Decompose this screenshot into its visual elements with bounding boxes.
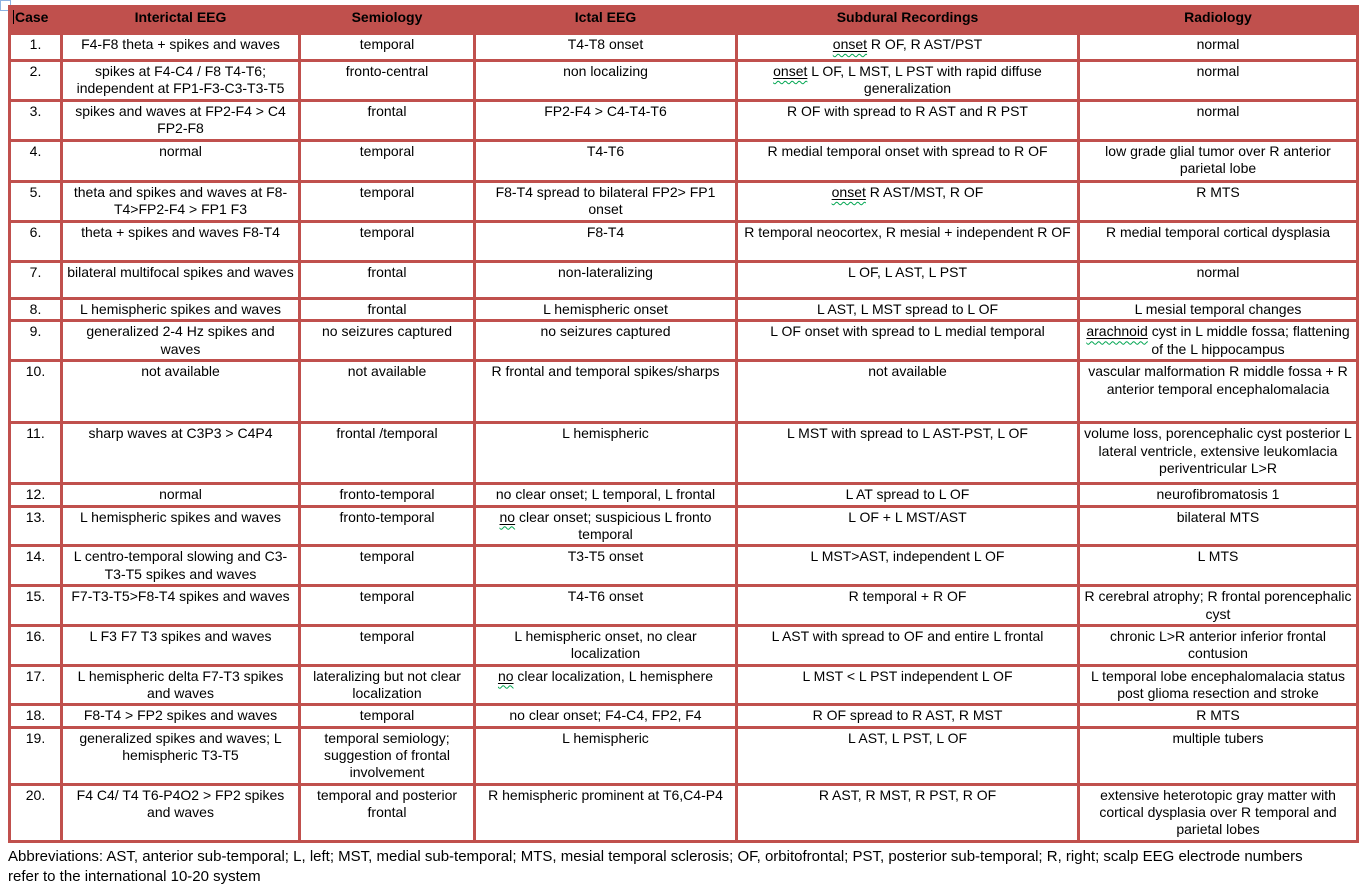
table-row <box>10 222 1358 262</box>
semiology-cell[interactable]: frontal <box>300 299 475 321</box>
semiology-cell[interactable]: fronto-temporal <box>300 484 475 506</box>
table-row <box>10 784 1358 841</box>
interictal-eeg-cell[interactable]: bilateral multifocal spikes and waves <box>62 262 300 299</box>
radiology-cell[interactable]: normal <box>1079 34 1358 61</box>
interictal-eeg-cell[interactable]: L hemispheric spikes and waves <box>62 506 300 546</box>
column-header-semiology[interactable] <box>300 7 475 34</box>
subdural-recordings-cell[interactable]: L AST, L PST, L OF <box>737 727 1079 784</box>
case-number-cell[interactable]: 9. <box>10 321 62 361</box>
table-row <box>10 665 1358 705</box>
radiology-cell[interactable]: L MTS <box>1079 546 1358 586</box>
ictal-eeg-cell[interactable]: L hemispheric onset, no clear localization <box>475 625 737 665</box>
radiology-cell[interactable]: normal <box>1079 101 1358 141</box>
case-number-cell[interactable]: 5. <box>10 182 62 222</box>
abbreviations-note[interactable]: Abbreviations: AST, anterior sub-temporal; L, left; MST, medial sub-temporal; MTS, mesial temporal sclerosis; OF, orbitofrontal; PST, posterior sub-temporal; R, right; scalp EEG electrode numbers refer to the international 10-20 system <box>8 847 1303 886</box>
ictal-eeg-cell[interactable]: no seizures captured <box>475 321 737 361</box>
subdural-recordings-cell[interactable]: R temporal + R OF <box>737 586 1079 626</box>
interictal-eeg-cell[interactable]: F4 C4/ T4 T6-P4O2 > FP2 spikes and waves <box>62 784 300 841</box>
table-row <box>10 484 1358 506</box>
subdural-recordings-cell[interactable]: onset L OF, L MST, L PST with rapid diffuse generalization <box>737 61 1079 101</box>
case-number-cell[interactable]: 13. <box>10 506 62 546</box>
ictal-eeg-cell[interactable]: T3-T5 onset <box>475 546 737 586</box>
radiology-cell[interactable]: multiple tubers <box>1079 727 1358 784</box>
semiology-cell[interactable]: frontal <box>300 262 475 299</box>
radiology-cell[interactable]: low grade glial tumor over R anterior parietal lobe <box>1079 141 1358 182</box>
ictal-eeg-cell[interactable]: L hemispheric onset <box>475 299 737 321</box>
semiology-cell[interactable]: temporal and posterior frontal <box>300 784 475 841</box>
underlined-word: arachnoid <box>1086 323 1148 340</box>
ictal-eeg-cell[interactable]: R frontal and temporal spikes/sharps <box>475 361 737 423</box>
ictal-eeg-cell[interactable]: no clear onset; L temporal, L frontal <box>475 484 737 506</box>
interictal-eeg-cell[interactable]: F4-F8 theta + spikes and waves <box>62 34 300 61</box>
case-number-cell[interactable]: 15. <box>10 586 62 626</box>
table-row <box>10 586 1358 626</box>
interictal-eeg-cell[interactable]: L hemispheric spikes and waves <box>62 299 300 321</box>
ictal-eeg-cell[interactable]: T4-T8 onset <box>475 34 737 61</box>
semiology-cell[interactable]: temporal <box>300 141 475 182</box>
column-header-interictal-eeg[interactable] <box>62 7 300 34</box>
case-number-cell[interactable]: 3. <box>10 101 62 141</box>
radiology-cell[interactable]: bilateral MTS <box>1079 506 1358 546</box>
case-number-cell[interactable]: 4. <box>10 141 62 182</box>
table-header <box>10 7 1358 34</box>
text-cursor-icon <box>13 10 14 24</box>
table-row <box>10 101 1358 141</box>
interictal-eeg-cell[interactable]: generalized 2-4 Hz spikes and waves <box>62 321 300 361</box>
table-row <box>10 61 1358 101</box>
table-row <box>10 34 1358 61</box>
ictal-eeg-cell[interactable]: L hemispheric <box>475 423 737 484</box>
interictal-eeg-cell[interactable]: theta and spikes and waves at F8-T4>FP2-F4 > FP1 F3 <box>62 182 300 222</box>
semiology-cell[interactable]: no seizures captured <box>300 321 475 361</box>
interictal-eeg-cell[interactable]: normal <box>62 484 300 506</box>
case-number-cell[interactable]: 7. <box>10 262 62 299</box>
column-header-label: Interictal EEG <box>134 9 227 25</box>
subdural-recordings-cell[interactable]: L OF + L MST/AST <box>737 506 1079 546</box>
table-row <box>10 705 1358 727</box>
ictal-eeg-cell[interactable]: R hemispheric prominent at T6,C4-P4 <box>475 784 737 841</box>
subdural-recordings-cell[interactable]: not available <box>737 361 1079 423</box>
table-body <box>10 34 1358 842</box>
subdural-recordings-cell[interactable]: L AST, L MST spread to L OF <box>737 299 1079 321</box>
interictal-eeg-cell[interactable]: L F3 F7 T3 spikes and waves <box>62 625 300 665</box>
radiology-cell[interactable]: R MTS <box>1079 182 1358 222</box>
radiology-cell[interactable]: chronic L>R anterior inferior frontal contusion <box>1079 625 1358 665</box>
semiology-cell[interactable]: temporal <box>300 586 475 626</box>
subdural-recordings-cell[interactable]: R temporal neocortex, R mesial + independent R OF <box>737 222 1079 262</box>
semiology-cell[interactable]: fronto-central <box>300 61 475 101</box>
interictal-eeg-cell[interactable]: sharp waves at C3P3 > C4P4 <box>62 423 300 484</box>
radiology-cell[interactable]: volume loss, porencephalic cyst posterior L lateral ventricle, extensive leukomlacia periventricular L>R <box>1079 423 1358 484</box>
column-header-subdural-recordings[interactable] <box>737 7 1079 34</box>
underlined-word: no <box>499 508 516 525</box>
case-number-cell[interactable]: 10. <box>10 361 62 423</box>
ictal-eeg-cell[interactable]: FP2-F4 > C4-T4-T6 <box>475 101 737 141</box>
table-row <box>10 182 1358 222</box>
case-number-cell[interactable]: 12. <box>10 484 62 506</box>
interictal-eeg-cell[interactable]: theta + spikes and waves F8-T4 <box>62 222 300 262</box>
interictal-eeg-cell[interactable]: normal <box>62 141 300 182</box>
subdural-recordings-cell[interactable]: onset R OF, R AST/PST <box>737 34 1079 61</box>
subdural-recordings-cell[interactable]: R OF with spread to R AST and R PST <box>737 101 1079 141</box>
interictal-eeg-cell[interactable]: L hemispheric delta F7-T3 spikes and waves <box>62 665 300 705</box>
column-header-radiology[interactable] <box>1079 7 1358 34</box>
ictal-eeg-cell[interactable]: F8-T4 spread to bilateral FP2> FP1 onset <box>475 182 737 222</box>
case-number-cell[interactable]: 16. <box>10 625 62 665</box>
table-row <box>10 262 1358 299</box>
radiology-cell[interactable]: normal <box>1079 262 1358 299</box>
ictal-eeg-cell[interactable]: non localizing <box>475 61 737 101</box>
radiology-cell[interactable]: R medial temporal cortical dysplasia <box>1079 222 1358 262</box>
interictal-eeg-cell[interactable]: not available <box>62 361 300 423</box>
semiology-cell[interactable]: frontal <box>300 101 475 141</box>
column-header-case[interactable] <box>10 7 62 34</box>
semiology-cell[interactable]: temporal <box>300 34 475 61</box>
table-row <box>10 423 1358 484</box>
interictal-eeg-cell[interactable]: spikes and waves at FP2-F4 > C4 FP2-F8 <box>62 101 300 141</box>
subdural-recordings-cell[interactable]: R AST, R MST, R PST, R OF <box>737 784 1079 841</box>
underlined-word: onset <box>831 184 866 200</box>
column-header-label: Subdural Recordings <box>836 9 979 25</box>
subdural-recordings-cell[interactable]: L MST>AST, independent L OF <box>737 546 1079 586</box>
interictal-eeg-cell[interactable]: F7-T3-T5>F8-T4 spikes and waves <box>62 586 300 626</box>
semiology-cell[interactable]: temporal <box>300 182 475 222</box>
case-number-cell[interactable]: 18. <box>10 705 62 727</box>
subdural-recordings-cell[interactable]: L MST with spread to L AST-PST, L OF <box>737 423 1079 484</box>
underlined-word: no <box>497 667 514 684</box>
ictal-eeg-cell[interactable]: no clear onset; F4-C4, FP2, F4 <box>475 705 737 727</box>
radiology-cell[interactable]: neurofibromatosis 1 <box>1079 484 1358 506</box>
cases-table <box>8 5 1359 843</box>
radiology-cell[interactable]: R MTS <box>1079 705 1358 727</box>
interictal-eeg-cell[interactable]: L centro-temporal slowing and C3-T3-T5 spikes and waves <box>62 546 300 586</box>
column-header-ictal-eeg[interactable] <box>475 7 737 34</box>
interictal-eeg-cell[interactable]: F8-T4 > FP2 spikes and waves <box>62 705 300 727</box>
semiology-cell[interactable]: not available <box>300 361 475 423</box>
ictal-eeg-cell[interactable]: T4-T6 onset <box>475 586 737 626</box>
ictal-eeg-cell[interactable]: no clear onset; suspicious L fronto temporal <box>475 506 737 546</box>
subdural-recordings-cell[interactable]: onset R AST/MST, R OF <box>737 182 1079 222</box>
column-header-label: Radiology <box>1184 9 1252 25</box>
table-row <box>10 321 1358 361</box>
radiology-cell[interactable]: normal <box>1079 61 1358 101</box>
table-row <box>10 506 1358 546</box>
underlined-word: onset <box>773 63 808 79</box>
radiology-cell[interactable]: R cerebral atrophy; R frontal porencephalic cyst <box>1079 586 1358 626</box>
subdural-recordings-cell[interactable]: L AT spread to L OF <box>737 484 1079 506</box>
case-number-cell[interactable]: 2. <box>10 61 62 101</box>
table-row <box>10 727 1358 784</box>
underlined-word: onset <box>832 36 868 52</box>
semiology-cell[interactable]: temporal semiology; suggestion of frontal involvement <box>300 727 475 784</box>
case-number-cell[interactable]: 17. <box>10 665 62 705</box>
case-number-cell[interactable]: 20. <box>10 784 62 841</box>
subdural-recordings-cell[interactable]: L MST < L PST independent L OF <box>737 665 1079 705</box>
table-row <box>10 141 1358 182</box>
table-row <box>10 361 1358 423</box>
case-number-cell[interactable]: 8. <box>10 299 62 321</box>
semiology-cell[interactable]: temporal <box>300 625 475 665</box>
ictal-eeg-cell[interactable]: non-lateralizing <box>475 262 737 299</box>
document-page <box>8 5 1359 887</box>
radiology-cell[interactable]: vascular malformation R middle fossa + R anterior temporal encephalomalacia <box>1079 361 1358 423</box>
case-number-cell[interactable]: 19. <box>10 727 62 784</box>
column-header-label: Semiology <box>351 9 423 25</box>
ictal-eeg-cell[interactable]: no clear localization, L hemisphere <box>475 665 737 705</box>
semiology-cell[interactable]: temporal <box>300 222 475 262</box>
semiology-cell[interactable]: frontal /temporal <box>300 423 475 484</box>
ictal-eeg-cell[interactable]: L hemispheric <box>475 727 737 784</box>
interictal-eeg-cell[interactable]: generalized spikes and waves; L hemispheric T3-T5 <box>62 727 300 784</box>
ictal-eeg-cell[interactable]: T4-T6 <box>475 141 737 182</box>
subdural-recordings-cell[interactable]: L OF onset with spread to L medial temporal <box>737 321 1079 361</box>
radiology-cell[interactable]: arachnoid cyst in L middle fossa; flattening of the L hippocampus <box>1079 321 1358 361</box>
semiology-cell[interactable]: fronto-temporal <box>300 506 475 546</box>
semiology-cell[interactable]: lateralizing but not clear localization <box>300 665 475 705</box>
case-number-cell[interactable]: 6. <box>10 222 62 262</box>
subdural-recordings-cell[interactable]: L AST with spread to OF and entire L frontal <box>737 625 1079 665</box>
radiology-cell[interactable]: L mesial temporal changes <box>1079 299 1358 321</box>
table-row <box>10 299 1358 321</box>
interictal-eeg-cell[interactable]: spikes at F4-C4 / F8 T4-T6; independent at FP1-F3-C3-T3-T5 <box>62 61 300 101</box>
table-row <box>10 546 1358 586</box>
ictal-eeg-cell[interactable]: F8-T4 <box>475 222 737 262</box>
semiology-cell[interactable]: temporal <box>300 546 475 586</box>
table-row <box>10 625 1358 665</box>
column-header-label: Ictal EEG <box>574 9 637 25</box>
case-number-cell[interactable]: 11. <box>10 423 62 484</box>
case-number-cell[interactable]: 1. <box>10 34 62 61</box>
column-header-label: Case <box>15 9 49 25</box>
radiology-cell[interactable]: L temporal lobe encephalomalacia status post glioma resection and stroke <box>1079 665 1358 705</box>
subdural-recordings-cell[interactable]: R OF spread to R AST, R MST <box>737 705 1079 727</box>
case-number-cell[interactable]: 14. <box>10 546 62 586</box>
radiology-cell[interactable]: extensive heterotopic gray matter with cortical dysplasia over R temporal and parietal lobes <box>1079 784 1358 841</box>
subdural-recordings-cell[interactable]: R medial temporal onset with spread to R OF <box>737 141 1079 182</box>
subdural-recordings-cell[interactable]: L OF, L AST, L PST <box>737 262 1079 299</box>
semiology-cell[interactable]: temporal <box>300 705 475 727</box>
